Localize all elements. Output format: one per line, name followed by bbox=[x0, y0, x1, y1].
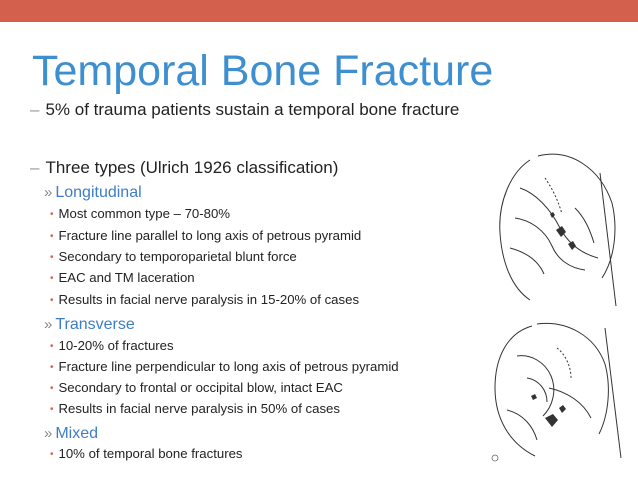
transverse-fracture-illustration bbox=[487, 318, 627, 464]
list-item-text: Results in facial nerve paralysis in 15-20% of cases bbox=[58, 292, 360, 307]
list-item bbox=[50, 446, 243, 464]
section-heading-mixed bbox=[44, 424, 98, 443]
dash-marker: – bbox=[30, 158, 40, 177]
list-item-text: EAC and TM laceration bbox=[58, 270, 195, 285]
list-item bbox=[50, 292, 359, 310]
dash-marker: – bbox=[30, 100, 40, 119]
list-item-text: 10% of temporal bone fractures bbox=[58, 446, 243, 461]
bullet-dot: • bbox=[50, 295, 54, 306]
bullet-dot: • bbox=[50, 362, 54, 373]
bullet-dot: • bbox=[50, 252, 54, 263]
section-heading-longitudinal bbox=[44, 183, 142, 202]
bullet-stat-text: 5% of trauma patients sustain a temporal bone fracture bbox=[45, 100, 460, 119]
list-item-text: Secondary to temporoparietal blunt force bbox=[58, 249, 297, 264]
bullet-dot: • bbox=[50, 341, 54, 352]
list-item bbox=[50, 338, 174, 356]
list-item-text: Fracture line perpendicular to long axis of petrous pyramid bbox=[58, 359, 399, 374]
list-item-text: Secondary to frontal or occipital blow, intact EAC bbox=[58, 380, 343, 395]
list-item bbox=[50, 206, 230, 224]
list-item bbox=[50, 380, 343, 398]
bullet-types bbox=[30, 158, 338, 178]
list-item-text: Fracture line parallel to long axis of petrous pyramid bbox=[58, 228, 362, 243]
bullet-dot: • bbox=[50, 383, 54, 394]
list-item-text: Results in facial nerve paralysis in 50% of cases bbox=[58, 401, 340, 416]
chevron-marker: » bbox=[44, 184, 53, 201]
list-item bbox=[50, 359, 399, 377]
list-item-text: Most common type – 70-80% bbox=[58, 206, 231, 221]
section-heading-text: Longitudinal bbox=[55, 184, 142, 201]
bullet-dot: • bbox=[50, 231, 54, 242]
bullet-dot: • bbox=[50, 273, 54, 284]
list-item bbox=[50, 270, 195, 288]
section-heading-text: Transverse bbox=[55, 316, 135, 333]
bullet-dot: • bbox=[50, 209, 54, 220]
chevron-marker: » bbox=[44, 316, 53, 333]
bullet-dot: • bbox=[50, 404, 54, 415]
section-heading-text: Mixed bbox=[55, 425, 99, 442]
longitudinal-fracture-illustration bbox=[490, 148, 620, 306]
section-heading-transverse bbox=[44, 315, 135, 334]
list-item bbox=[50, 228, 361, 246]
list-item bbox=[50, 249, 297, 267]
bullet-types-text: Three types (Ulrich 1926 classification) bbox=[45, 158, 339, 177]
list-item bbox=[50, 401, 340, 419]
bullet-stat bbox=[30, 100, 459, 120]
slide-title: Temporal Bone Fracture bbox=[32, 47, 494, 95]
chevron-marker: » bbox=[44, 425, 53, 442]
list-item-text: 10-20% of fractures bbox=[58, 338, 174, 353]
bullet-dot: • bbox=[50, 449, 54, 460]
top-accent-bar bbox=[0, 0, 638, 22]
